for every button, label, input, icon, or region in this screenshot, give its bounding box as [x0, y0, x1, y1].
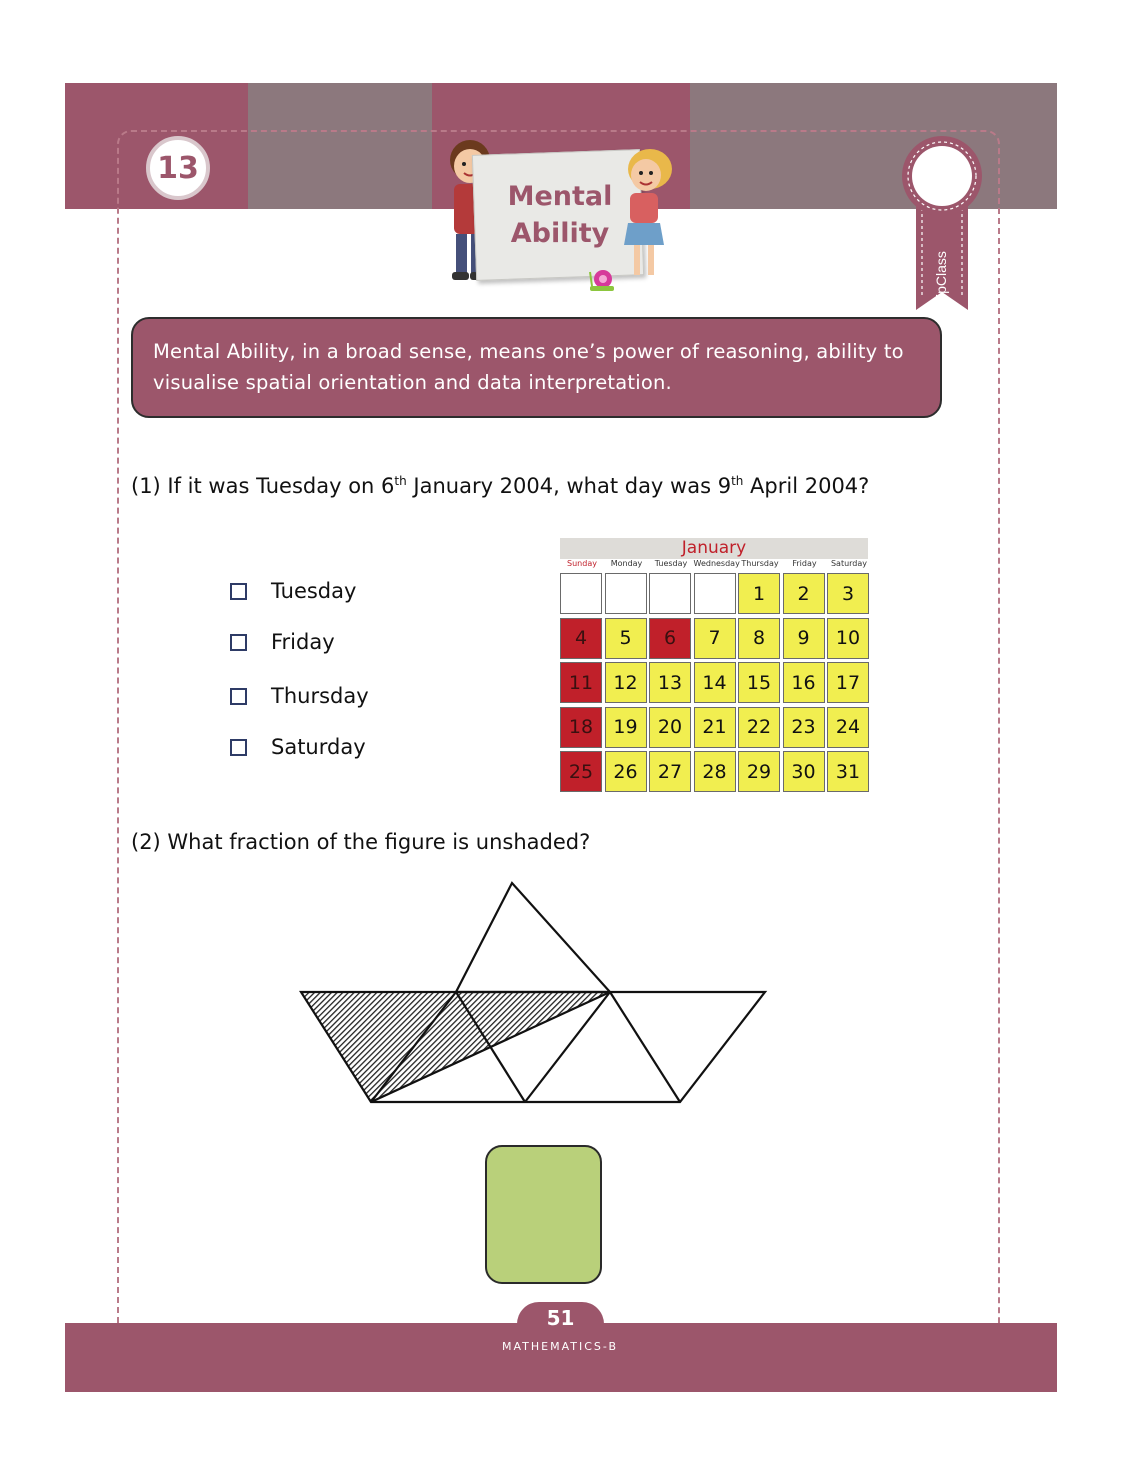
option-saturday[interactable] — [230, 735, 366, 759]
calendar-day-cell: 11 — [560, 662, 602, 703]
calendar-weekdays — [560, 559, 870, 571]
answer-box[interactable] — [485, 1145, 602, 1284]
definition-text: Mental Ability, in a broad sense, means one’s power of reasoning, ability to visualise spatial orientation and data interpretation. — [153, 340, 904, 394]
flipclass-ribbon — [900, 136, 984, 316]
chapter-title-line2: Ability — [510, 218, 610, 249]
calendar — [560, 538, 870, 794]
brand-text: flipClass — [933, 251, 949, 304]
calendar-day-cell: 30 — [783, 751, 825, 792]
girl-illustration — [620, 145, 682, 285]
calendar-day-cell: 12 — [605, 662, 647, 703]
calendar-day-cell: 4 — [560, 618, 602, 659]
calendar-day-cell: 16 — [783, 662, 825, 703]
chapter-title-line1: Mental — [507, 181, 613, 212]
weekday-label: Monday — [610, 559, 643, 568]
calendar-day-cell: 3 — [827, 573, 869, 614]
calendar-day-cell: 6 — [649, 618, 691, 659]
calendar-month: January — [560, 538, 868, 559]
calendar-day-cell: 13 — [649, 662, 691, 703]
question-2: (2) What fraction of the figure is unshaded? — [131, 830, 591, 854]
option-label: Tuesday — [271, 579, 357, 603]
calendar-day-cell: 27 — [649, 751, 691, 792]
calendar-day-cell: 15 — [738, 662, 780, 703]
calendar-day-cell: 8 — [738, 618, 780, 659]
calendar-day-cell: 19 — [605, 707, 647, 748]
option-label: Saturday — [271, 735, 366, 759]
weekday-label: Thursday — [741, 559, 779, 568]
calendar-day-cell: 17 — [827, 662, 869, 703]
option-label: Thursday — [271, 684, 369, 708]
triangle-figure — [298, 878, 770, 1108]
weekday-label: Tuesday — [654, 559, 688, 568]
calendar-day-cell: 25 — [560, 751, 602, 792]
chapter-number-badge — [146, 136, 210, 200]
option-thursday[interactable] — [230, 684, 369, 708]
checkbox[interactable] — [230, 583, 247, 600]
page-number-text: 51 — [546, 1306, 575, 1330]
calendar-day-cell: 22 — [738, 707, 780, 748]
checkbox[interactable] — [230, 688, 247, 705]
chapter-number: 13 — [157, 150, 199, 186]
calendar-day-cell: 5 — [605, 618, 647, 659]
calendar-day-cell: 24 — [827, 707, 869, 748]
calendar-day-cell: 29 — [738, 751, 780, 792]
calendar-day-cell: 28 — [694, 751, 736, 792]
calendar-day-cell: 31 — [827, 751, 869, 792]
calendar-day-cell: 14 — [694, 662, 736, 703]
calendar-day-cell: 7 — [694, 618, 736, 659]
weekday-label: Friday — [792, 559, 817, 568]
chapter-title — [482, 178, 638, 252]
checkbox[interactable] — [230, 634, 247, 651]
calendar-day-cell: 21 — [694, 707, 736, 748]
subject-label: MATHEMATICS-B — [465, 1340, 655, 1353]
option-friday[interactable] — [230, 630, 335, 654]
calendar-day-cell: 1 — [738, 573, 780, 614]
question-1-part3: April 2004? — [743, 474, 870, 498]
checkbox[interactable] — [230, 739, 247, 756]
option-tuesday[interactable] — [230, 579, 356, 603]
weekday-label: Wednesday — [693, 559, 740, 568]
question-1-part1: (1) If it was Tuesday on 6 — [131, 474, 395, 498]
option-label: Friday — [271, 630, 335, 654]
weekday-label: Saturday — [830, 559, 868, 568]
calendar-day-cell: 9 — [783, 618, 825, 659]
calendar-day-cell: 2 — [783, 573, 825, 614]
calendar-day-cell: 10 — [827, 618, 869, 659]
question-1 — [131, 474, 869, 498]
calendar-empty-cell — [560, 573, 602, 614]
page-number — [517, 1302, 604, 1334]
snail-icon — [588, 266, 616, 292]
weekday-label: Sunday — [567, 559, 597, 568]
definition-box — [131, 317, 942, 418]
calendar-empty-cell — [694, 573, 736, 614]
calendar-day-cell: 20 — [649, 707, 691, 748]
calendar-empty-cell — [605, 573, 647, 614]
question-1-sup1: th — [394, 474, 407, 488]
calendar-day-cell: 18 — [560, 707, 602, 748]
question-1-sup2: th — [731, 474, 744, 488]
calendar-empty-cell — [649, 573, 691, 614]
calendar-day-cell: 26 — [605, 751, 647, 792]
calendar-day-cell: 23 — [783, 707, 825, 748]
question-1-part2: January 2004, what day was 9 — [406, 474, 732, 498]
